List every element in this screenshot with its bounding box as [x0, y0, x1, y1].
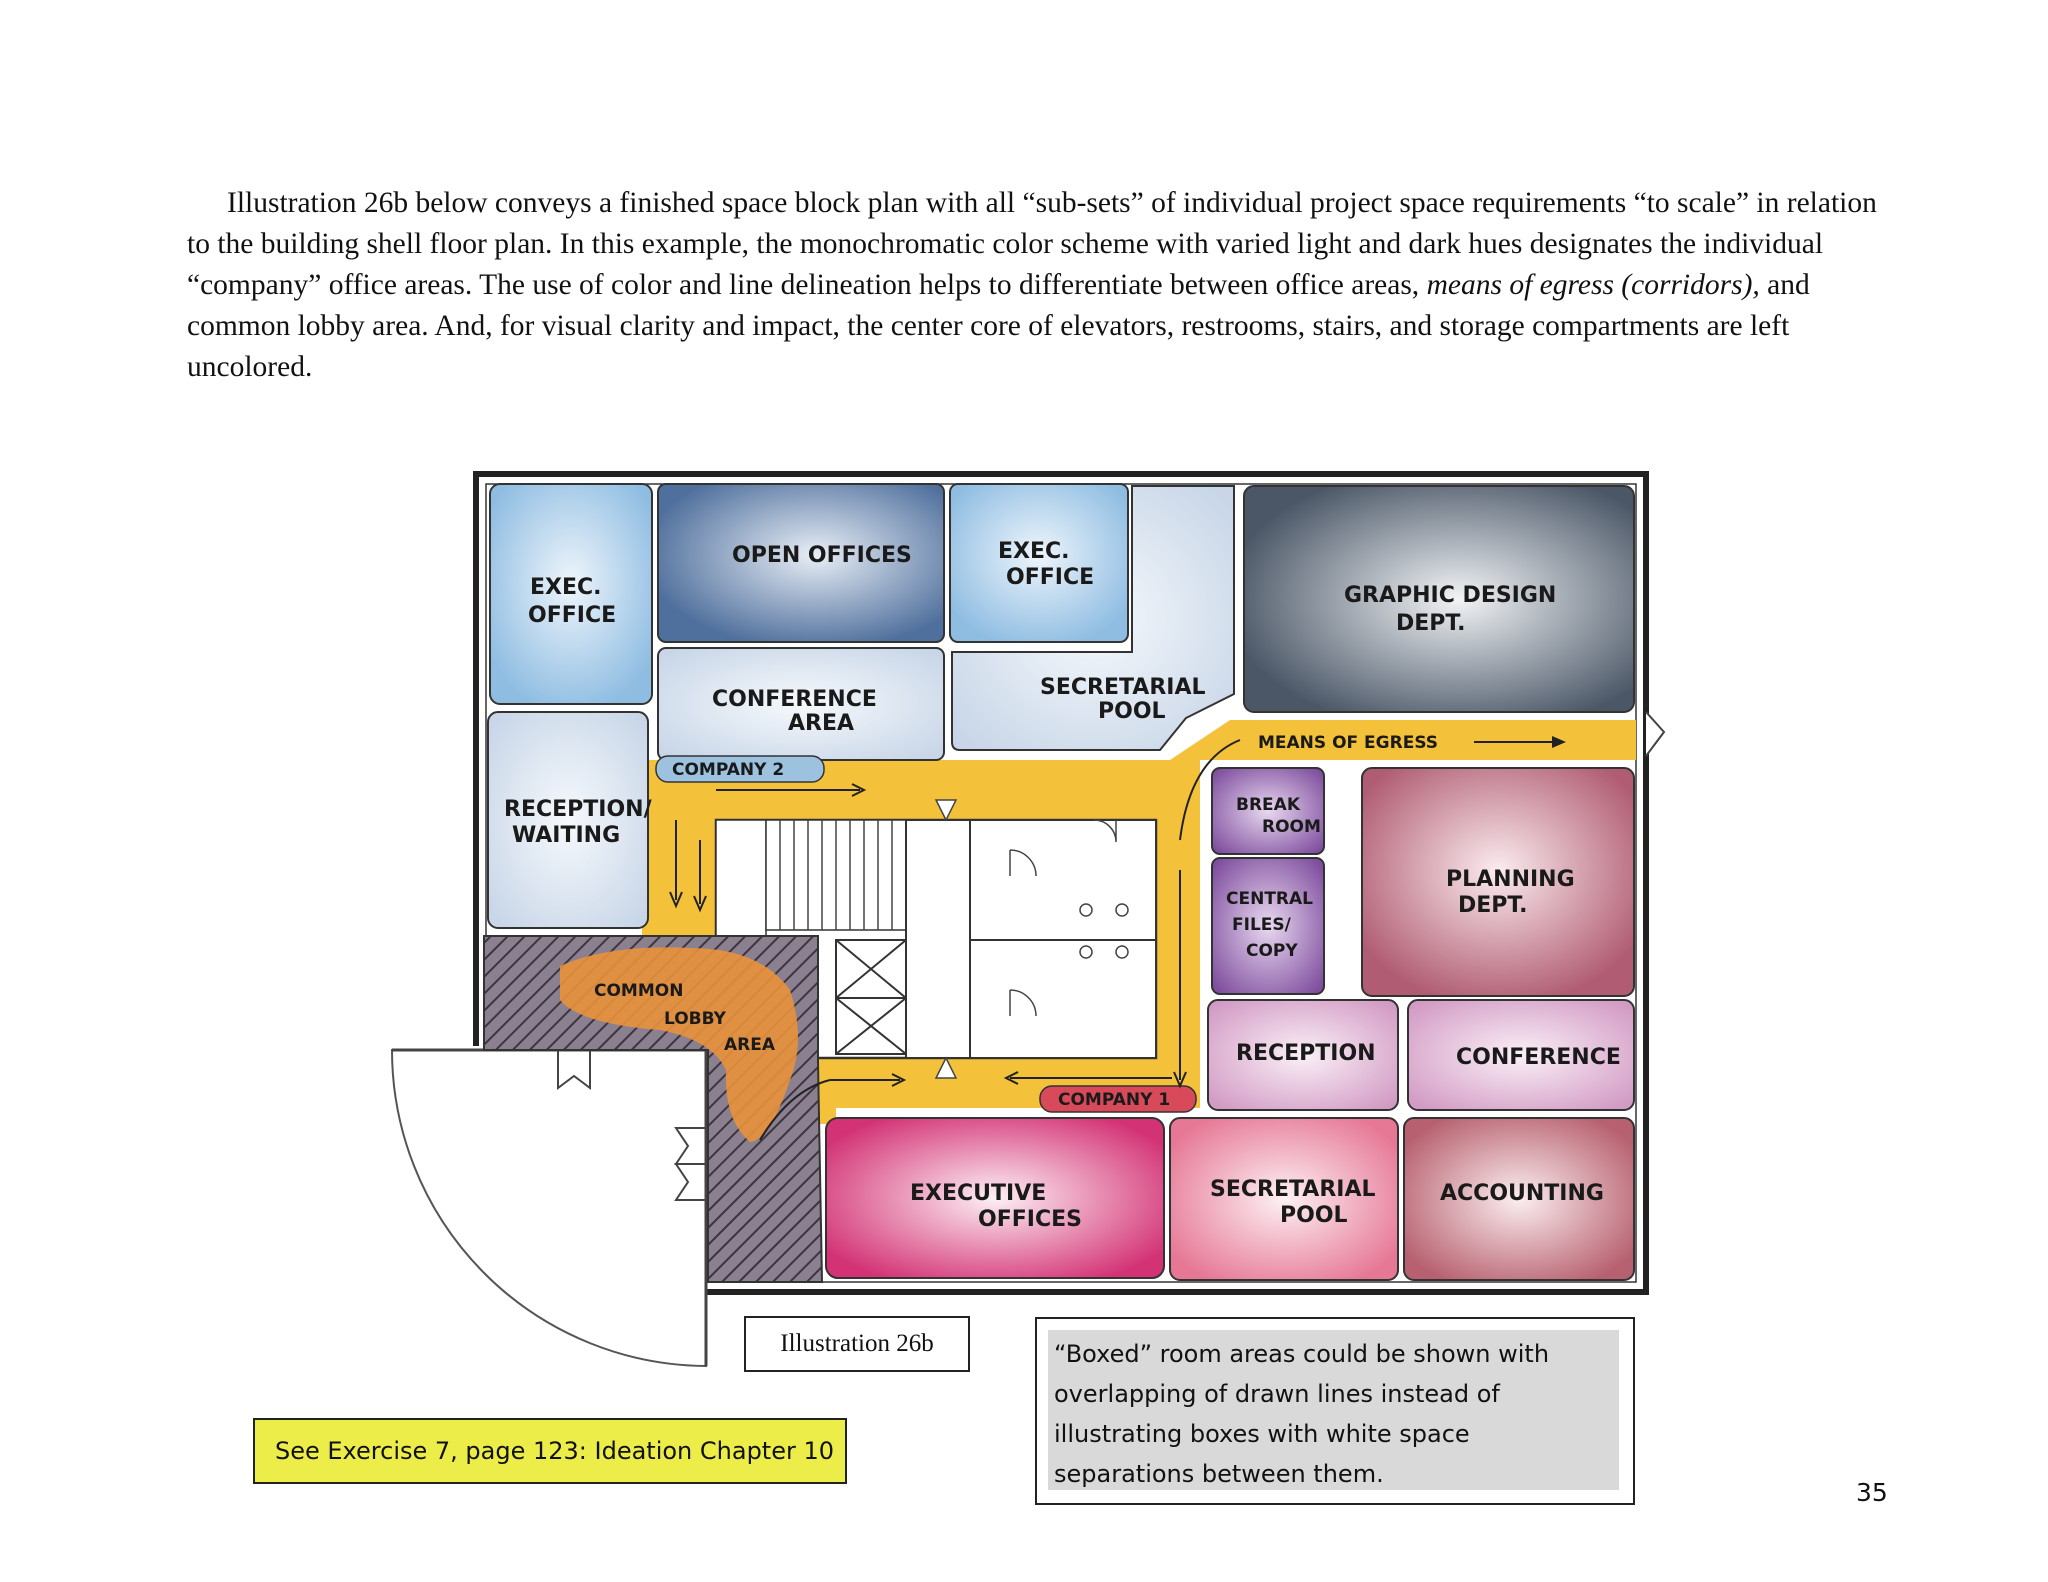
- company-2-tag: [656, 756, 824, 782]
- svg-text:LOBBY: LOBBY: [664, 1009, 726, 1029]
- svg-text:COMPANY 1: COMPANY 1: [1058, 1090, 1171, 1110]
- room-central-files: [1212, 858, 1324, 994]
- svg-text:BREAK: BREAK: [1236, 795, 1300, 815]
- room-conference-right: [1408, 1000, 1634, 1110]
- svg-text:FILES/: FILES/: [1232, 915, 1291, 935]
- entry-area: [392, 1046, 706, 1366]
- svg-text:SECRETARIAL: SECRETARIAL: [1040, 675, 1206, 700]
- svg-text:PLANNING: PLANNING: [1446, 867, 1575, 892]
- room-accounting: [1404, 1118, 1634, 1280]
- svg-text:AREA: AREA: [788, 711, 855, 736]
- room-break-room: [1212, 768, 1324, 854]
- room-executive-offices: [826, 1118, 1164, 1278]
- svg-text:DEPT.: DEPT.: [1458, 893, 1528, 918]
- svg-text:GRAPHIC DESIGN: GRAPHIC DESIGN: [1344, 583, 1557, 608]
- svg-text:MEANS OF EGRESS: MEANS OF EGRESS: [1258, 733, 1439, 753]
- svg-text:POOL: POOL: [1280, 1203, 1348, 1228]
- svg-text:COPY: COPY: [1246, 941, 1298, 961]
- paragraph-text-2: and common lobby area. And, for visual clarity and impact, the center core of elevators, restrooms, stairs, and storage compartments are left uncolored.: [187, 269, 1810, 383]
- svg-text:EXECUTIVE: EXECUTIVE: [910, 1181, 1047, 1206]
- svg-text:OPEN OFFICES: OPEN OFFICES: [732, 543, 912, 568]
- note-text: “Boxed” room areas could be shown with overlapping of drawn lines instead of illustrating boxes with white space separations between them.: [1048, 1330, 1619, 1490]
- paragraph-text-1: Illustration 26b below conveys a finished space block plan with all “sub-sets” of individual project space requirements “to scale” in relation to the building shell floor plan. In this example, the monochromatic color scheme with varied light and dark hues designates the individual “company” office areas. The use of color and line delineation helps to differentiate between office areas,: [187, 187, 1877, 301]
- svg-text:RECEPTION/: RECEPTION/: [504, 797, 652, 822]
- note-box: [1035, 1317, 1635, 1505]
- room-conference-area: [658, 648, 944, 760]
- paragraph-italic: means of egress (corridors),: [1426, 269, 1760, 301]
- svg-text:EXEC.: EXEC.: [530, 575, 602, 600]
- svg-text:CENTRAL: CENTRAL: [1226, 889, 1313, 909]
- exercise-reference: See Exercise 7, page 123: Ideation Chapter 10: [253, 1418, 847, 1484]
- svg-text:DEPT.: DEPT.: [1396, 611, 1466, 636]
- svg-text:EXEC.: EXEC.: [998, 539, 1070, 564]
- svg-text:OFFICE: OFFICE: [1006, 565, 1095, 590]
- svg-text:ACCOUNTING: ACCOUNTING: [1440, 1181, 1604, 1206]
- room-secretarial-pool-bottom: [1170, 1118, 1398, 1280]
- illustration-caption: Illustration 26b: [744, 1316, 970, 1372]
- svg-text:RECEPTION: RECEPTION: [1236, 1041, 1376, 1066]
- svg-text:POOL: POOL: [1098, 699, 1166, 724]
- company-1-tag: [1040, 1086, 1196, 1112]
- room-open-offices: [658, 484, 944, 642]
- room-exec-office-top: [950, 484, 1128, 642]
- room-reception-waiting: [488, 712, 653, 928]
- egress-door: [1646, 712, 1664, 756]
- svg-text:COMPANY 2: COMPANY 2: [672, 760, 785, 780]
- svg-text:SECRETARIAL: SECRETARIAL: [1210, 1177, 1376, 1202]
- svg-text:OFFICES: OFFICES: [978, 1207, 1082, 1232]
- room-planning-dept: [1362, 768, 1634, 996]
- svg-text:AREA: AREA: [724, 1035, 776, 1055]
- svg-text:CONFERENCE: CONFERENCE: [712, 687, 877, 712]
- svg-text:ROOM: ROOM: [1262, 817, 1321, 837]
- svg-text:OFFICE: OFFICE: [528, 603, 617, 628]
- svg-text:CONFERENCE: CONFERENCE: [1456, 1045, 1621, 1070]
- svg-text:COMMON: COMMON: [594, 981, 684, 1001]
- room-exec-office-left: [490, 484, 652, 704]
- page-number: 35: [1856, 1478, 1888, 1507]
- svg-text:WAITING: WAITING: [512, 823, 621, 848]
- room-reception-right: [1208, 1000, 1398, 1110]
- room-graphic-design: [1244, 486, 1634, 712]
